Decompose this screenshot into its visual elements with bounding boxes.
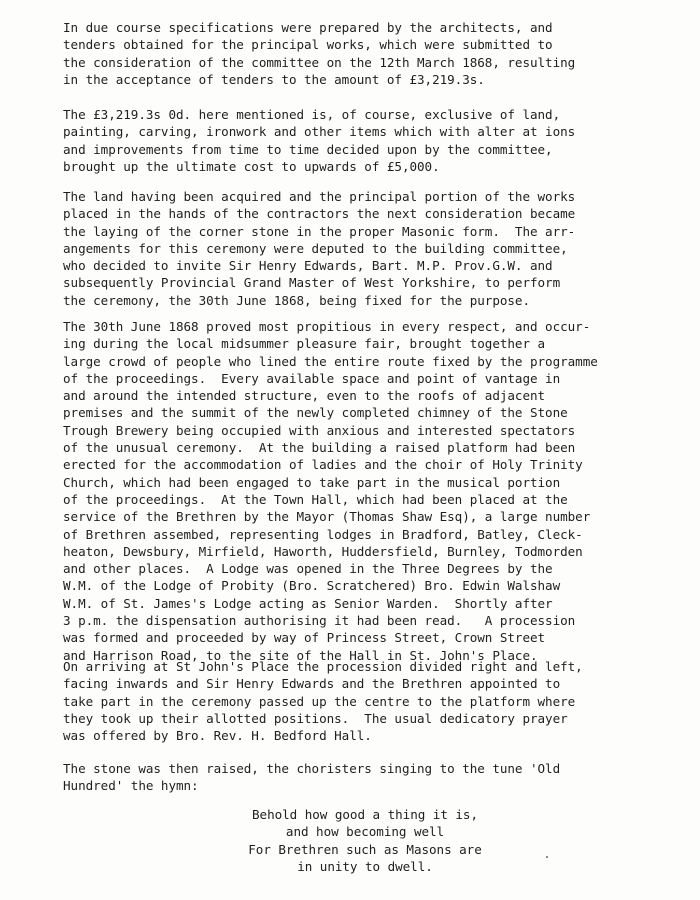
text-line: The stone was then raised, the choristers singing to the tune 'Old xyxy=(63,761,561,776)
paragraph-specifications xyxy=(63,19,675,88)
text-line: erected for the accommodation of ladies and the choir of Holy Trinity xyxy=(63,457,583,473)
paragraph-ceremony-day xyxy=(63,318,675,664)
text-line: and around the intended structure, even to the roofs of adjacent xyxy=(63,388,546,404)
verse-line: and how becoming well xyxy=(285,824,445,840)
text-line: The land having been acquired and the principal portion of the works xyxy=(63,189,576,204)
text-line: the consideration of the committee on the 12th March 1868, resulting xyxy=(63,54,576,70)
text-line: The 30th June 1868 proved most propitious in every respect, and occur- xyxy=(63,319,591,334)
paragraph-stone-raised xyxy=(63,760,675,795)
text-line: of the proceedings. Every available space and point of vantage in xyxy=(63,370,561,386)
text-line: 3 p.m. the dispensation authorising it had been read. A procession xyxy=(63,613,576,629)
text-line: was formed and proceeded by way of Princess Street, Crown Street xyxy=(63,630,546,646)
text-line: heaton, Dewsbury, Mirfield, Haworth, Huddersfield, Burnley, Todmorden xyxy=(63,543,583,559)
text-line: Church, which had been engaged to take part in the musical portion xyxy=(63,474,561,490)
text-line: facing inwards and Sir Henry Edwards and the Brethren appointed to xyxy=(63,676,561,692)
text-line: In due course specifications were prepared by the architects, and xyxy=(63,20,553,35)
verse-line: For Brethren such as Masons are xyxy=(248,841,482,857)
paragraph-corner-stone xyxy=(63,188,675,309)
text-line: the ceremony, the 30th June 1868, being fixed for the purpose. xyxy=(63,292,530,308)
text-line: and improvements from time to time decided upon by the committee, xyxy=(63,141,553,157)
text-line: W.M. of the Lodge of Probity (Bro. Scratchered) Bro. Edwin Walshaw xyxy=(63,578,561,594)
text-line: ing during the local midsummer pleasure fair, brought together a xyxy=(63,336,546,352)
text-line: On arriving at St John's Place the procession divided right and left, xyxy=(63,659,583,674)
text-line: was offered by Bro. Rev. H. Bedford Hall. xyxy=(63,728,372,744)
text-line: The £3,219.3s 0d. here mentioned is, of course, exclusive of land, xyxy=(63,107,561,122)
text-line: W.M. of St. James's Lodge acting as Senior Warden. Shortly after xyxy=(63,595,553,611)
text-line: service of the Brethren by the Mayor (Thomas Shaw Esq), a large number xyxy=(63,509,591,525)
text-line: and Harrison Road, to the site of the Hall in St. John's Place. xyxy=(63,647,538,663)
text-line: large crowd of people who lined the entire route fixed by the programme xyxy=(63,353,598,369)
verse-line: in unity to dwell. xyxy=(297,858,433,874)
text-line: of the proceedings. At the Town Hall, which had been placed at the xyxy=(63,491,568,507)
text-line: of Brethren assembed, representing lodges in Bradford, Batley, Cleck- xyxy=(63,526,583,542)
verse-line: Behold how good a thing it is, xyxy=(252,807,478,822)
text-line: brought up the ultimate cost to upwards of £5,000. xyxy=(63,158,440,174)
text-line: subsequently Provincial Grand Master of West Yorkshire, to perform xyxy=(63,275,561,291)
text-line: of the unusual ceremony. At the building a raised platform had been xyxy=(63,440,576,456)
text-line: tenders obtained for the principal works, which were submitted to xyxy=(63,37,553,53)
scan-speck xyxy=(546,856,548,858)
text-line: angements for this ceremony were deputed to the building committee, xyxy=(63,240,568,256)
text-line: and other places. A Lodge was opened in the Three Degrees by the xyxy=(63,561,553,577)
text-line: the laying of the corner stone in the proper Masonic form. The arr- xyxy=(63,223,576,239)
paragraph-cost xyxy=(63,106,675,175)
text-line: who decided to invite Sir Henry Edwards, Bart. M.P. Prov.G.W. and xyxy=(63,258,553,274)
text-line: in the acceptance of tenders to the amount of £3,219.3s. xyxy=(63,71,485,87)
text-line: placed in the hands of the contractors the next consideration became xyxy=(63,206,576,222)
text-line: premises and the summit of the newly completed chimney of the Stone xyxy=(63,405,568,421)
text-line: Trough Brewery being occupied with anxious and interested spectators xyxy=(63,422,576,438)
text-line: they took up their allotted positions. The usual dedicatory prayer xyxy=(63,710,568,726)
paragraph-arrival xyxy=(63,658,675,744)
text-line: take part in the ceremony passed up the centre to the platform where xyxy=(63,693,576,709)
text-line: painting, carving, ironwork and other items which with alter at ions xyxy=(63,124,576,140)
text-line: Hundred' the hymn: xyxy=(63,778,199,794)
hymn-verse xyxy=(200,806,530,875)
